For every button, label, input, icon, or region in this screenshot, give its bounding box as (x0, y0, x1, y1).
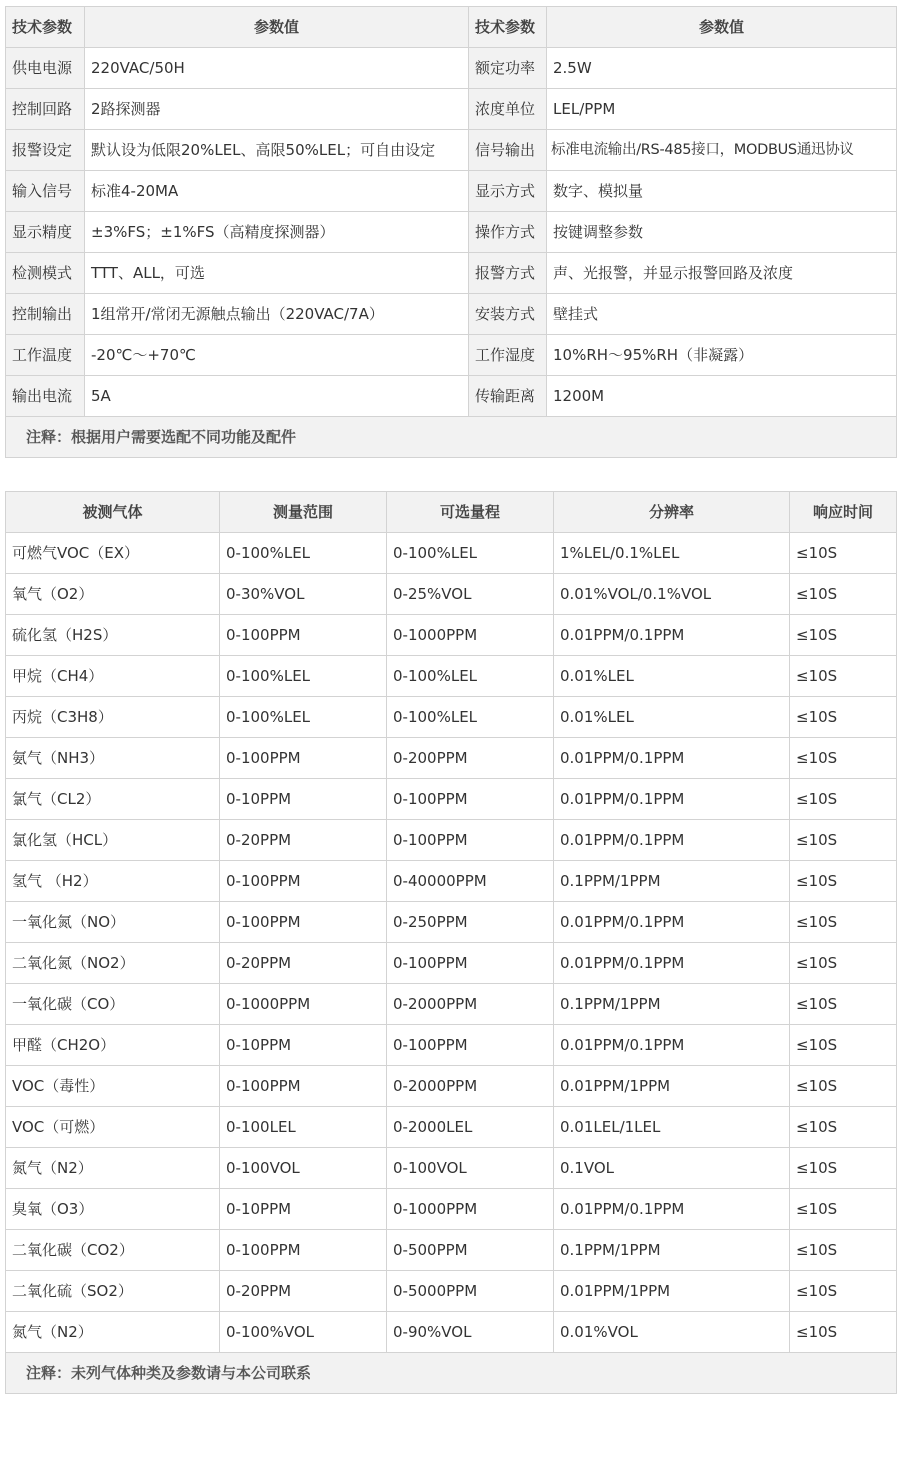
spec-value: 数字、模拟量 (547, 171, 897, 212)
gas-header-optional-range: 可选量程 (387, 492, 554, 533)
gas-row (6, 1189, 897, 1230)
gas-resolution: 0.01PPM/1PPM (554, 1066, 790, 1107)
gas-optional-range: 0-1000PPM (387, 615, 554, 656)
gas-row (6, 1066, 897, 1107)
spec-row (6, 130, 897, 171)
gas-name: 氢气 （H2） (6, 861, 220, 902)
spec-key: 报警设定 (6, 130, 85, 171)
gas-row (6, 779, 897, 820)
gas-resolution: 0.1PPM/1PPM (554, 1230, 790, 1271)
spec-body (6, 48, 897, 458)
gas-resolution: 0.01PPM/0.1PPM (554, 943, 790, 984)
gas-optional-range: 0-500PPM (387, 1230, 554, 1271)
gas-row (6, 902, 897, 943)
gas-name: 二氧化碳（CO2） (6, 1230, 220, 1271)
gas-range: 0-100PPM (220, 861, 387, 902)
gas-name: VOC（毒性） (6, 1066, 220, 1107)
spec-key: 安装方式 (469, 294, 547, 335)
gas-name: 丙烷（C3H8） (6, 697, 220, 738)
spec-key: 操作方式 (469, 212, 547, 253)
gas-range: 0-10PPM (220, 1189, 387, 1230)
gas-range: 0-100%VOL (220, 1312, 387, 1353)
gas-name: 氯气（CL2） (6, 779, 220, 820)
gas-name: 氨气（NH3） (6, 738, 220, 779)
spec-key: 输出电流 (6, 376, 85, 417)
gas-name: VOC（可燃） (6, 1107, 220, 1148)
gas-response-time: ≤10S (790, 1271, 897, 1312)
spec-key: 显示方式 (469, 171, 547, 212)
gas-name: 氧气（O2） (6, 574, 220, 615)
gas-range: 0-1000PPM (220, 984, 387, 1025)
gas-optional-range: 0-100%LEL (387, 656, 554, 697)
spec-value: 默认设为低限20%LEL、高限50%LEL；可自由设定 (85, 130, 469, 171)
spec-row (6, 48, 897, 89)
gas-row (6, 1107, 897, 1148)
gas-name: 一氧化碳（CO） (6, 984, 220, 1025)
gas-optional-range: 0-90%VOL (387, 1312, 554, 1353)
spec-value: 220VAC/50H (85, 48, 469, 89)
gas-response-time: ≤10S (790, 943, 897, 984)
gas-name: 一氧化氮（NO） (6, 902, 220, 943)
gas-optional-range: 0-200PPM (387, 738, 554, 779)
gas-resolution: 0.1VOL (554, 1148, 790, 1189)
gas-range: 0-100%LEL (220, 656, 387, 697)
spec-key: 报警方式 (469, 253, 547, 294)
gas-resolution: 1%LEL/0.1%LEL (554, 533, 790, 574)
gas-name: 二氧化氮（NO2） (6, 943, 220, 984)
spec-value: TTT、ALL，可选 (85, 253, 469, 294)
spec-row (6, 253, 897, 294)
gas-header-gas: 被测气体 (6, 492, 220, 533)
gas-optional-range: 0-25%VOL (387, 574, 554, 615)
spec-value: 1组常开/常闭无源触点输出（220VAC/7A） (85, 294, 469, 335)
gas-name: 甲醛（CH2O） (6, 1025, 220, 1066)
spec-value: 标准电流输出/RS-485接口，MODBUS通迅协议 (547, 130, 897, 171)
gas-row (6, 615, 897, 656)
gas-range: 0-100%LEL (220, 533, 387, 574)
gas-response-time: ≤10S (790, 615, 897, 656)
spec-value: LEL/PPM (547, 89, 897, 130)
gas-range: 0-100LEL (220, 1107, 387, 1148)
gas-optional-range: 0-2000LEL (387, 1107, 554, 1148)
gas-optional-range: 0-2000PPM (387, 1066, 554, 1107)
gas-response-time: ≤10S (790, 1230, 897, 1271)
gas-optional-range: 0-100PPM (387, 779, 554, 820)
spec-key: 控制输出 (6, 294, 85, 335)
gas-resolution: 0.01%LEL (554, 656, 790, 697)
spec-value: ±3%FS；±1%FS（高精度探测器） (85, 212, 469, 253)
spec-header-key-2: 技术参数 (469, 7, 547, 48)
gas-range: 0-100PPM (220, 738, 387, 779)
spec-key: 传输距离 (469, 376, 547, 417)
gas-resolution: 0.01LEL/1LEL (554, 1107, 790, 1148)
gas-optional-range: 0-40000PPM (387, 861, 554, 902)
gas-response-time: ≤10S (790, 861, 897, 902)
gas-row (6, 533, 897, 574)
gas-row (6, 1271, 897, 1312)
gas-range: 0-100VOL (220, 1148, 387, 1189)
spec-key: 输入信号 (6, 171, 85, 212)
gas-resolution: 0.01%VOL (554, 1312, 790, 1353)
gas-optional-range: 0-100PPM (387, 1025, 554, 1066)
gas-row (6, 984, 897, 1025)
gas-response-time: ≤10S (790, 1025, 897, 1066)
spec-note-row (6, 417, 897, 458)
gas-response-time: ≤10S (790, 1066, 897, 1107)
gas-row (6, 820, 897, 861)
gas-range: 0-10PPM (220, 779, 387, 820)
gas-row (6, 574, 897, 615)
spec-row (6, 212, 897, 253)
gas-row (6, 738, 897, 779)
gas-optional-range: 0-100PPM (387, 943, 554, 984)
gas-optional-range: 0-1000PPM (387, 1189, 554, 1230)
spec-value: 壁挂式 (547, 294, 897, 335)
spec-key: 信号输出 (469, 130, 547, 171)
spec-note: 注释：根据用户需要选配不同功能及配件 (6, 417, 897, 458)
gas-note-row (6, 1353, 897, 1394)
spec-row (6, 171, 897, 212)
gas-range: 0-100PPM (220, 902, 387, 943)
gas-range: 0-100PPM (220, 615, 387, 656)
spec-key: 工作湿度 (469, 335, 547, 376)
gas-response-time: ≤10S (790, 697, 897, 738)
gas-response-time: ≤10S (790, 574, 897, 615)
gas-name: 氯化氢（HCL） (6, 820, 220, 861)
gas-name: 氮气（N2） (6, 1148, 220, 1189)
gas-range: 0-10PPM (220, 1025, 387, 1066)
gas-resolution: 0.1PPM/1PPM (554, 984, 790, 1025)
spec-value: 声、光报警，并显示报警回路及浓度 (547, 253, 897, 294)
gas-resolution: 0.01PPM/0.1PPM (554, 779, 790, 820)
gas-header-range: 测量范围 (220, 492, 387, 533)
gas-row (6, 1148, 897, 1189)
spec-row (6, 376, 897, 417)
gas-resolution: 0.01%VOL/0.1%VOL (554, 574, 790, 615)
spec-header-value-2: 参数值 (547, 7, 897, 48)
gas-range: 0-20PPM (220, 1271, 387, 1312)
gas-response-time: ≤10S (790, 1189, 897, 1230)
gas-range: 0-30%VOL (220, 574, 387, 615)
gas-response-time: ≤10S (790, 656, 897, 697)
gas-resolution: 0.01PPM/0.1PPM (554, 1025, 790, 1066)
gas-resolution: 0.01PPM/0.1PPM (554, 1189, 790, 1230)
spec-header-key-1: 技术参数 (6, 7, 85, 48)
spec-value: 2路探测器 (85, 89, 469, 130)
gas-optional-range: 0-5000PPM (387, 1271, 554, 1312)
gas-name: 氮气（N2） (6, 1312, 220, 1353)
gas-response-time: ≤10S (790, 533, 897, 574)
gas-resolution: 0.01PPM/0.1PPM (554, 615, 790, 656)
gas-row (6, 1230, 897, 1271)
spec-value: 1200M (547, 376, 897, 417)
gas-row (6, 697, 897, 738)
gas-name: 二氧化硫（SO2） (6, 1271, 220, 1312)
spec-row (6, 335, 897, 376)
gas-row (6, 861, 897, 902)
gas-range: 0-20PPM (220, 820, 387, 861)
gas-range: 0-20PPM (220, 943, 387, 984)
gas-body (6, 533, 897, 1394)
gas-response-time: ≤10S (790, 1312, 897, 1353)
gas-table (5, 491, 897, 1394)
gas-resolution: 0.01%LEL (554, 697, 790, 738)
spec-key: 供电电源 (6, 48, 85, 89)
gas-response-time: ≤10S (790, 820, 897, 861)
gas-resolution: 0.01PPM/0.1PPM (554, 738, 790, 779)
gas-name: 甲烷（CH4） (6, 656, 220, 697)
gas-optional-range: 0-100%LEL (387, 533, 554, 574)
gas-response-time: ≤10S (790, 1148, 897, 1189)
spec-value: 标准4-20MA (85, 171, 469, 212)
gas-name: 臭氧（O3） (6, 1189, 220, 1230)
gas-optional-range: 0-100VOL (387, 1148, 554, 1189)
gas-resolution: 0.1PPM/1PPM (554, 861, 790, 902)
gas-note: 注释：未列气体种类及参数请与本公司联系 (6, 1353, 897, 1394)
gas-response-time: ≤10S (790, 1107, 897, 1148)
spec-value: 按键调整参数 (547, 212, 897, 253)
gas-optional-range: 0-2000PPM (387, 984, 554, 1025)
gas-row (6, 1025, 897, 1066)
spec-key: 控制回路 (6, 89, 85, 130)
gas-response-time: ≤10S (790, 779, 897, 820)
gas-optional-range: 0-100PPM (387, 820, 554, 861)
gas-response-time: ≤10S (790, 902, 897, 943)
spec-value: 5A (85, 376, 469, 417)
gas-row (6, 1312, 897, 1353)
gas-response-time: ≤10S (790, 738, 897, 779)
gas-range: 0-100%LEL (220, 697, 387, 738)
spec-table (5, 6, 897, 458)
gas-header-resolution: 分辨率 (554, 492, 790, 533)
spec-row (6, 294, 897, 335)
spec-header-value-1: 参数值 (85, 7, 469, 48)
spec-row (6, 89, 897, 130)
gas-row (6, 943, 897, 984)
spec-value: 2.5W (547, 48, 897, 89)
spec-key: 检测模式 (6, 253, 85, 294)
spec-value: -20℃～+70℃ (85, 335, 469, 376)
gas-name: 可燃气VOC（EX） (6, 533, 220, 574)
gas-header-response-time: 响应时间 (790, 492, 897, 533)
gas-resolution: 0.01PPM/0.1PPM (554, 820, 790, 861)
gas-range: 0-100PPM (220, 1066, 387, 1107)
spec-key: 工作温度 (6, 335, 85, 376)
gas-row (6, 656, 897, 697)
gas-header-row (6, 492, 897, 533)
gas-response-time: ≤10S (790, 984, 897, 1025)
gas-optional-range: 0-250PPM (387, 902, 554, 943)
gas-name: 硫化氢（H2S） (6, 615, 220, 656)
gas-range: 0-100PPM (220, 1230, 387, 1271)
gas-resolution: 0.01PPM/1PPM (554, 1271, 790, 1312)
gas-resolution: 0.01PPM/0.1PPM (554, 902, 790, 943)
spec-key: 浓度单位 (469, 89, 547, 130)
spec-key: 显示精度 (6, 212, 85, 253)
spec-value: 10%RH～95%RH（非凝露） (547, 335, 897, 376)
spec-header-row (6, 7, 897, 48)
spec-key: 额定功率 (469, 48, 547, 89)
gas-optional-range: 0-100%LEL (387, 697, 554, 738)
